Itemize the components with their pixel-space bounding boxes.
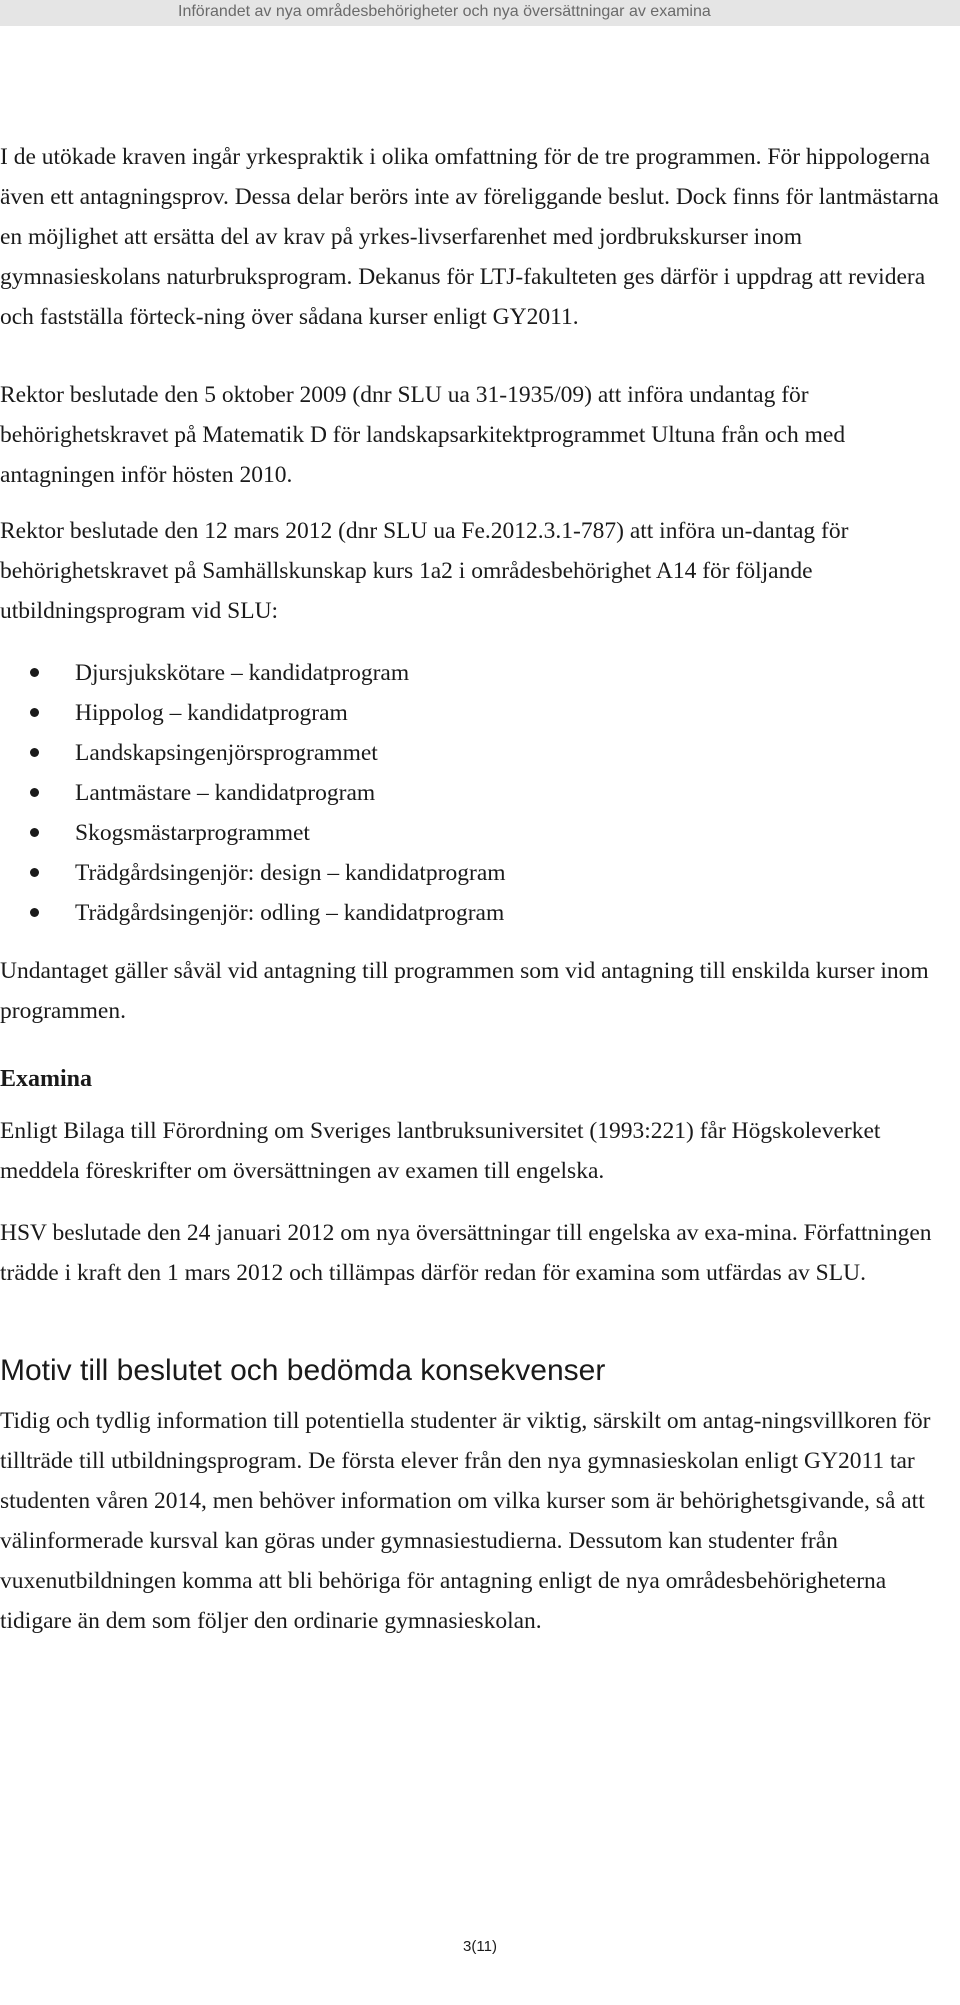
bullet-icon (30, 868, 39, 877)
program-label: Hippolog – kandidatprogram (75, 700, 348, 726)
list-item (0, 653, 944, 693)
program-label: Trädgårdsingenjör: odling – kandidatprogram (75, 900, 505, 926)
program-label: Djursjukskötare – kandidatprogram (75, 660, 410, 686)
paragraph-examina-regulation: Enligt Bilaga till Förordning om Sveriges lantbruksuniversitet (1993:221) får Högskoleverket meddela föreskrifter om översättningen av examen till engelska. (0, 1118, 881, 1184)
section-heading-motiv: Motiv till beslutet och bedömda konsekvenser (0, 1354, 606, 1387)
paragraph-requirements: I de utökade kraven ingår yrkespraktik i olika omfattning för de tre programmen. För hippologerna även ett antagningsprov. Dessa delar berörs inte av föreliggande beslut. Dock finns för lantmästarna en möjlighet att ersätta del av krav på yrkes-livserfarenhet med jordbrukskurser inom gymnasieskolans naturbruksprogram. Dekanus för LTJ-fakulteten ges därför i uppdrag att revidera och fastställa förteck-ning över sådana kurser enligt GY2011. (0, 144, 939, 330)
paragraph-motiv: Tidig och tydlig information till potentiella studenter är viktig, särskilt om antag-ningsvillkoren för tillträde till utbildningsprogram. De första elever från den nya gymnasieskolan enligt GY2011 tar studenten våren 2014, men behöver information om vilka kurser som är behörighetsgivande, så att välinformerade kursval kan göras under gymnasiestudierna. Dessutom kan studenter från vuxenutbildningen komma att bli behöriga för antagning enligt de nya områdesbehörigheterna tidigare än dem som följer den ordinarie gymnasieskolan. (0, 1408, 931, 1634)
list-item (0, 693, 944, 733)
document-body (0, 137, 944, 1641)
list-item (0, 733, 944, 773)
bullet-icon (30, 708, 39, 717)
list-item (0, 773, 944, 813)
paragraph-hsv-decision: HSV beslutade den 24 januari 2012 om nya översättningar till engelska av exa-mina. Författningen trädde i kraft den 1 mars 2012 och tillämpas därför redan för examina som utfärdas av SLU. (0, 1220, 932, 1286)
paragraph-rector-decision-2012: Rektor beslutade den 12 mars 2012 (dnr SLU ua Fe.2012.3.1-787) att införa un-dantag för behörighetskravet på Samhällskunskap kurs 1a2 i områdesbehörighet A14 för följande utbildningsprogram vid SLU: (0, 518, 849, 624)
running-header-bar (0, 0, 960, 26)
paragraph-rector-decision-2009: Rektor beslutade den 5 oktober 2009 (dnr SLU ua 31-1935/09) att införa undantag för behörighetskravet på Matematik D för landskapsarkitektprogrammet Ultuna från och med antagningen inför hösten 2010. (0, 382, 846, 488)
bullet-icon (30, 788, 39, 797)
list-item (0, 813, 944, 853)
paragraph-exemption-scope: Undantaget gäller såväl vid antagning till programmen som vid antagning till enskilda kurser inom programmen. (0, 958, 929, 1024)
list-item (0, 853, 944, 893)
bullet-icon (30, 748, 39, 757)
program-list (0, 653, 944, 933)
program-label: Skogsmästarprogrammet (75, 820, 310, 846)
list-item (0, 893, 944, 933)
bullet-icon (30, 908, 39, 917)
section-heading-examina: Examina (0, 1066, 93, 1092)
program-label: Landskapsingenjörsprogrammet (75, 740, 378, 766)
bullet-icon (30, 668, 39, 677)
bullet-icon (30, 828, 39, 837)
program-label: Trädgårdsingenjör: design – kandidatprogram (75, 860, 506, 886)
program-label: Lantmästare – kandidatprogram (75, 780, 376, 806)
page-number: 3(11) (463, 1938, 497, 1955)
running-header-title: Införandet av nya områdesbehörigheter och nya översättningar av examina (178, 3, 711, 20)
